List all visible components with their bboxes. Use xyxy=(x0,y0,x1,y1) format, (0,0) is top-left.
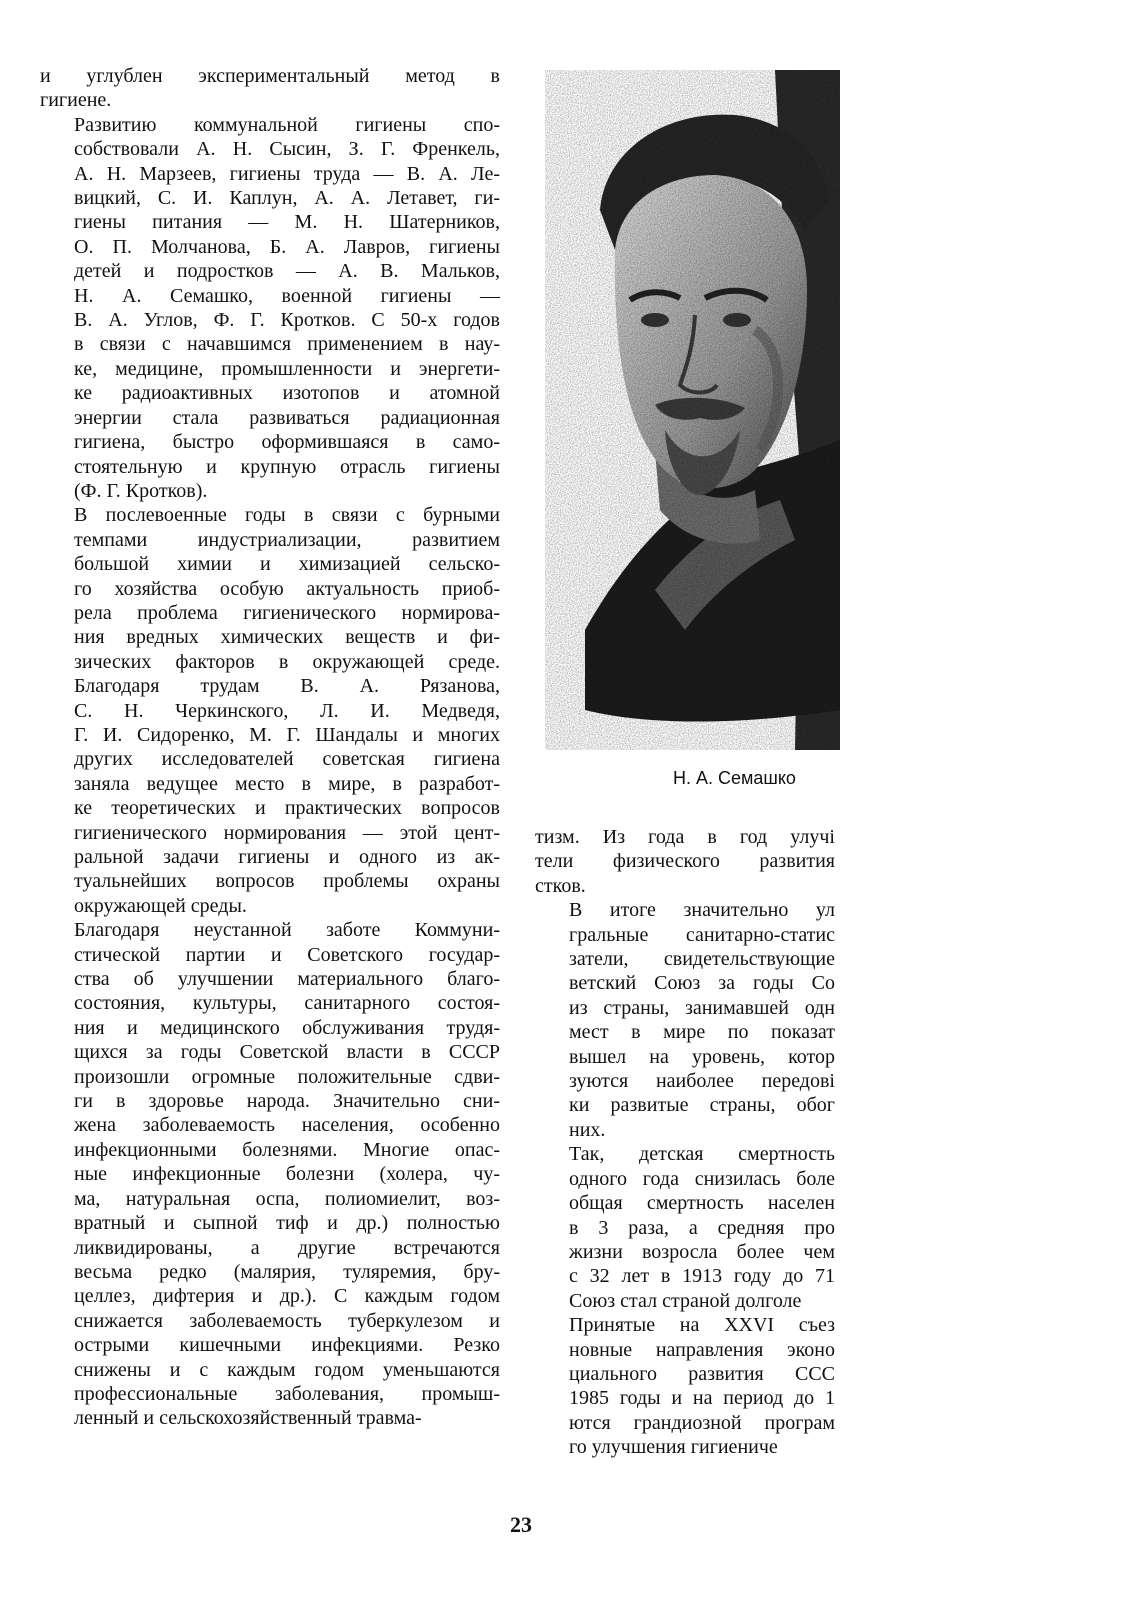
text-line: большой химии и химизацией сельско- xyxy=(74,553,500,576)
text-line: стоятельную и крупную отрасль гигиены xyxy=(74,455,500,478)
text-line: ветский Союз за годы Со xyxy=(569,972,835,995)
text-line: целлез, дифтерия и др.). С каждым годом xyxy=(74,1285,500,1308)
text-line: Г. И. Сидоренко, М. Г. Шандалы и многих xyxy=(74,723,500,746)
paragraph xyxy=(40,918,500,1431)
text-line: ги в здоровье народа. Значительно сни- xyxy=(74,1090,500,1113)
paragraph xyxy=(535,825,835,898)
paragraph xyxy=(40,64,500,113)
text-line: стической партии и Советского государ- xyxy=(74,943,500,966)
right-text-column xyxy=(535,825,835,1460)
text-line: гигиене. xyxy=(40,89,112,112)
text-line: ральной задачи гигиены и одного из ак- xyxy=(74,846,500,868)
text-line: затели, свидетельствующие xyxy=(569,948,835,971)
text-line: стков. xyxy=(535,874,586,897)
text-line: окружающей среды. xyxy=(74,894,247,917)
text-line: го хозяйства особую актуальность приоб- xyxy=(74,577,500,600)
text-line: ма, натуральная оспа, полиомиелит, воз- xyxy=(74,1187,500,1210)
text-line: Благодаря неустанной заботе Коммуни- xyxy=(74,919,500,942)
text-line: тизм. Из года в год улучі xyxy=(535,826,835,848)
text-line: энергии стала развиваться радиационная xyxy=(74,406,500,429)
text-line: О. П. Молчанова, Б. А. Лавров, гигиены xyxy=(74,235,500,258)
figure-caption: Н. А. Семашко xyxy=(673,768,796,788)
text-line: весьма редко (малярия, туляремия, бру- xyxy=(74,1260,500,1283)
left-text-column xyxy=(40,64,500,1431)
text-line: других исследователей советская гигиена xyxy=(74,748,500,771)
portrait-photo xyxy=(545,70,840,750)
text-line: ния вредных химических веществ и фи- xyxy=(74,626,500,649)
text-line: го улучшения гигиениче xyxy=(569,1436,778,1459)
text-line: туальнейших вопросов проблемы охраны xyxy=(74,870,500,893)
text-line: них. xyxy=(569,1118,606,1141)
text-line: зуются наиболее передові xyxy=(569,1070,835,1093)
text-line: с 32 лет в 1913 году до 71 xyxy=(569,1265,835,1288)
text-line: гиены питания — М. Н. Шатерников, xyxy=(74,211,500,234)
text-line: ные инфекционные болезни (холера, чу- xyxy=(74,1163,500,1186)
text-line: ке теоретических и практических вопросов xyxy=(74,797,500,820)
text-line: тели физического развития xyxy=(535,850,835,873)
text-line: вышел на уровень, котор xyxy=(569,1045,835,1068)
text-line: 1985 годы и на период до 1 xyxy=(569,1387,835,1410)
text-line: и углублен экспериментальный метод в xyxy=(40,65,500,87)
text-line: Развитию коммунальной гигиены спо- xyxy=(74,113,500,136)
text-line: в связи с начавшимся применением в нау- xyxy=(74,333,500,356)
text-line: в 3 раза, а средняя про xyxy=(569,1216,835,1239)
text-line: (Ф. Г. Кротков). xyxy=(74,479,208,502)
text-line: гигиена, быстро оформившаяся в само- xyxy=(74,431,500,454)
text-line: гральные санитарно-статис xyxy=(569,923,835,946)
text-line: ются грандиозной програм xyxy=(569,1411,835,1434)
paragraph xyxy=(535,1313,835,1459)
text-line: Н. А. Семашко, военной гигиены — xyxy=(74,284,500,307)
text-line: Принятые на XXVI съез xyxy=(569,1314,835,1337)
text-line: снижены и с каждым годом уменьшаются xyxy=(74,1358,500,1381)
text-line: мест в мире по показат xyxy=(569,1021,835,1044)
text-line: состояния, культуры, санитарного состоя- xyxy=(74,992,500,1015)
text-line: циального развития ССС xyxy=(569,1362,835,1385)
text-line: ния и медицинского обслуживания трудя- xyxy=(74,1016,500,1039)
page-number: 23 xyxy=(510,1512,532,1537)
text-line: ки развитые страны, обог xyxy=(569,1094,835,1117)
text-line: из страны, занимавшей одн xyxy=(569,996,835,1019)
text-line: В итоге значительно ул xyxy=(569,899,835,922)
text-line: снижается заболеваемость туберкулезом и xyxy=(74,1309,500,1332)
text-line: Союз стал страной долголе xyxy=(569,1289,802,1312)
text-line: одного года снизилась боле xyxy=(569,1167,835,1190)
text-line: ке, медицине, промышленности и энергети- xyxy=(74,357,500,380)
text-line: рела проблема гигиенического нормирова- xyxy=(74,601,500,624)
text-line: новные направления эконо xyxy=(569,1338,835,1361)
paragraph xyxy=(535,1142,835,1313)
text-line: А. Н. Марзеев, гигиены труда — В. А. Ле- xyxy=(74,162,500,185)
text-line: В. А. Углов, Ф. Г. Кротков. С 50-х годов xyxy=(74,309,500,332)
text-line: вицкий, С. И. Каплун, А. А. Летавет, ги- xyxy=(74,187,500,210)
text-line: Так, детская смертность xyxy=(569,1143,835,1166)
text-line: щихся за годы Советской власти в СССР xyxy=(74,1041,500,1064)
paragraph xyxy=(40,503,500,918)
text-line: профессиональные заболевания, промыш- xyxy=(74,1382,500,1405)
text-line: общая смертность населен xyxy=(569,1192,835,1215)
text-line: детей и подростков — А. В. Мальков, xyxy=(74,260,500,283)
text-line: жена заболеваемость населения, особенно xyxy=(74,1114,500,1137)
text-line: ства об улучшении материального благо- xyxy=(74,968,500,991)
text-line: С. Н. Черкинского, Л. И. Медведя, xyxy=(74,699,500,722)
text-line: вратный и сыпной тиф и др.) полностью xyxy=(74,1212,500,1235)
text-line: собствовали А. Н. Сысин, З. Г. Френкель, xyxy=(74,138,500,161)
text-line: ликвидированы, а другие встречаются xyxy=(74,1236,500,1259)
text-line: инфекционными болезнями. Многие опас- xyxy=(74,1138,500,1161)
text-line: ке радиоактивных изотопов и атомной xyxy=(74,382,500,405)
text-line: зических факторов в окружающей среде. xyxy=(74,650,500,673)
paragraph xyxy=(535,898,835,1142)
text-line: темпами индустриализации, развитием xyxy=(74,528,500,551)
text-line: гигиенического нормирования — этой цент- xyxy=(74,821,500,844)
text-line: произошли огромные положительные сдви- xyxy=(74,1065,500,1088)
text-line: В послевоенные годы в связи с бурными xyxy=(74,504,500,527)
text-line: Благодаря трудам В. А. Рязанова, xyxy=(74,675,500,698)
text-line: ленный и сельскохозяйственный травма- xyxy=(74,1407,422,1430)
text-line: острыми кишечными инфекциями. Резко xyxy=(74,1334,500,1357)
paragraph xyxy=(40,113,500,504)
text-line: заняла ведущее место в мире, в разработ- xyxy=(74,772,500,795)
text-line: жизни возросла более чем xyxy=(569,1240,835,1263)
